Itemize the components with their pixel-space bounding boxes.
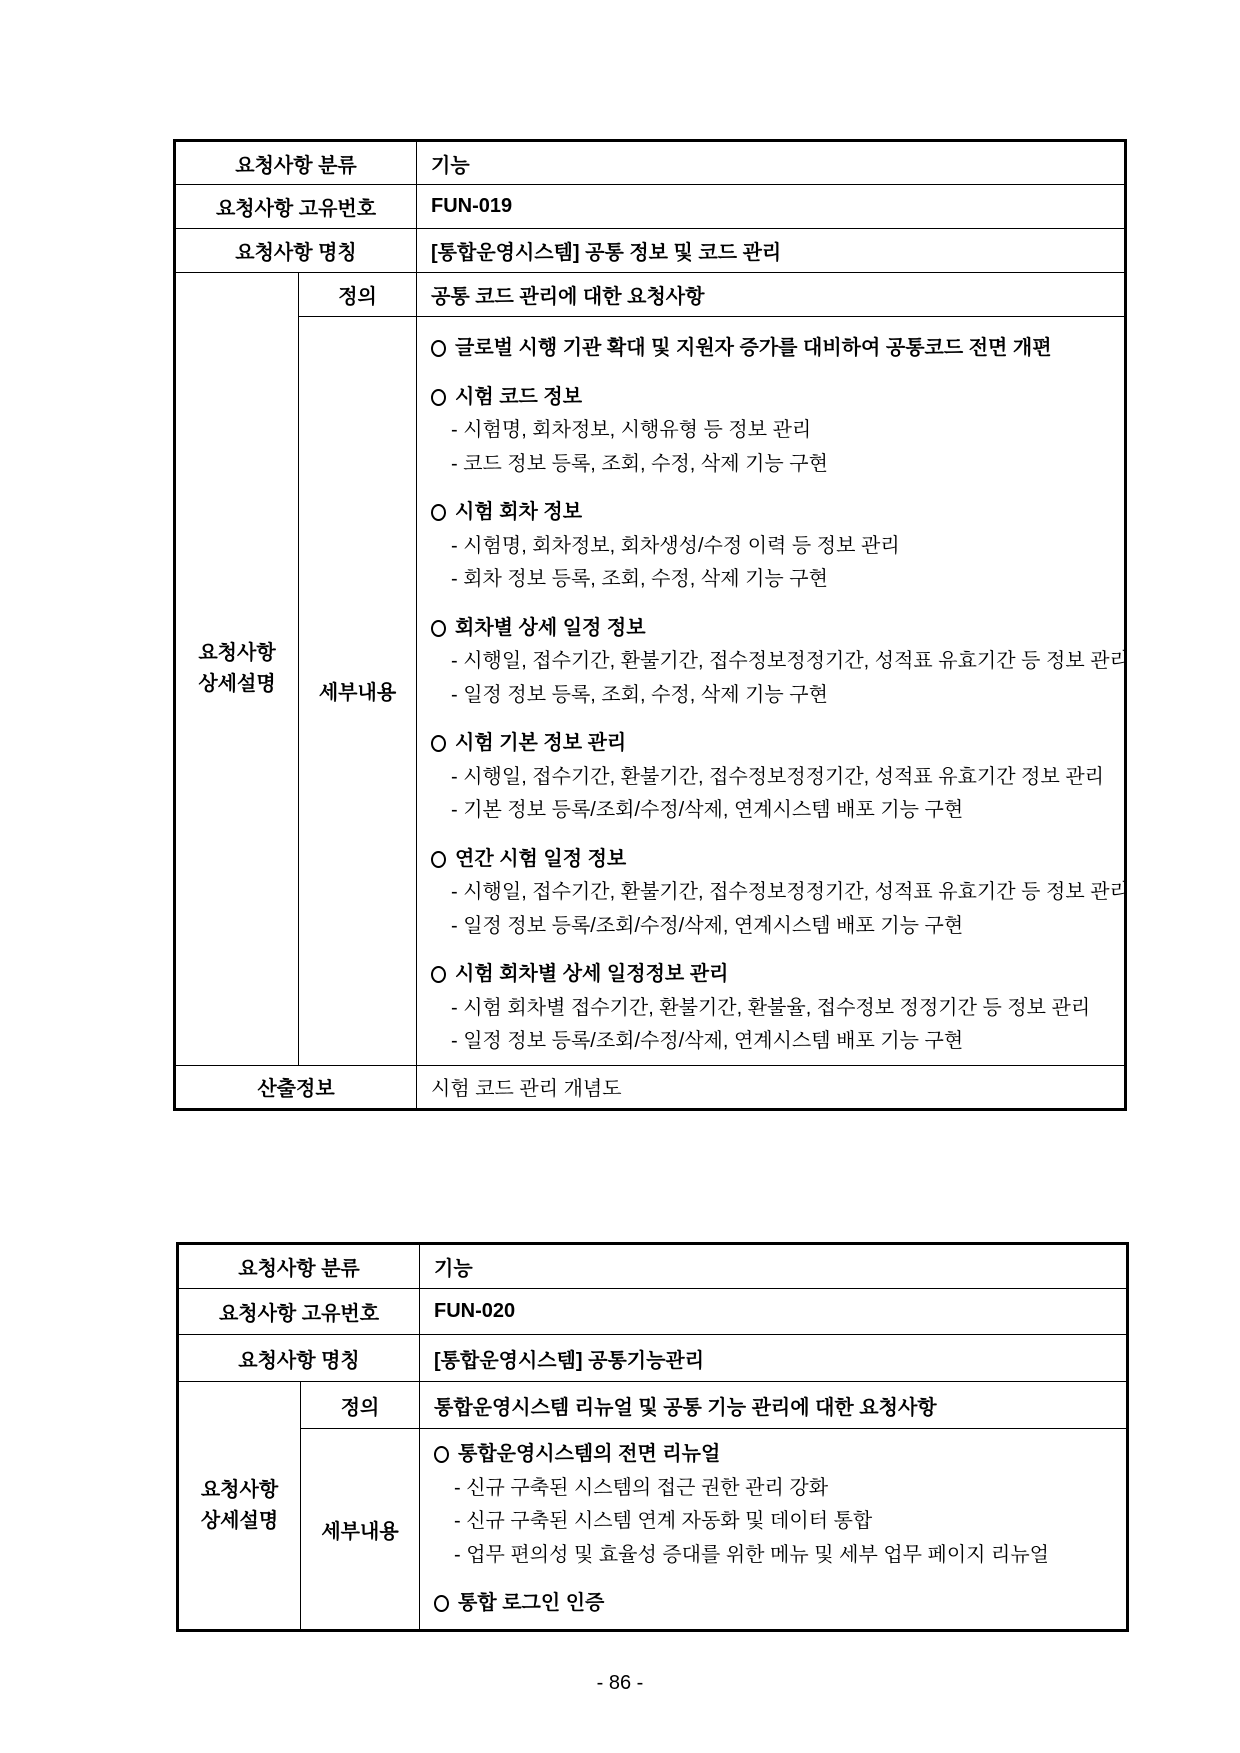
section-heading (431, 381, 1114, 415)
circle-bullet-icon (434, 1446, 449, 1463)
section-heading (431, 843, 1114, 877)
section-heading (431, 332, 1114, 366)
section-heading (434, 1438, 1116, 1472)
category-value: 기능 (417, 141, 1126, 185)
section-title: 연간 시험 일정 정보 (455, 847, 627, 870)
content-row (175, 317, 1126, 1066)
detail-label-line-1: 요청사항 (198, 641, 276, 664)
section-heading (431, 496, 1114, 530)
section-heading (434, 1587, 1116, 1621)
circle-bullet-icon (431, 340, 446, 357)
detail-label-line-1: 요청사항 (200, 1478, 279, 1501)
section-title: 시험 회차 정보 (455, 501, 583, 523)
page-number: - 86 - (596, 1672, 644, 1694)
requirement-table-fun-019 (173, 139, 1127, 1111)
section-item: - 시험명, 회차정보, 시행유형 등 정보 관리 (451, 419, 812, 441)
name-label: 요청사항 명칭 (178, 1335, 420, 1382)
section-item: - 일정 정보 등록, 조회, 수정, 삭제 기능 구현 (451, 683, 828, 706)
definition-value: 통합운영시스템 리뉴얼 및 공통 기능 관리에 대한 요청사항 (420, 1382, 1128, 1429)
section-title: 시험 기본 정보 관리 (455, 732, 627, 754)
output-row (175, 1065, 1126, 1109)
content-label: 세부내용 (301, 1429, 420, 1631)
detail-label-line-2: 상세설명 (200, 1509, 279, 1532)
name-value: [통합운영시스템] 공통 정보 및 코드 관리 (417, 229, 1126, 273)
section-item: - 회차 정보 등록, 조회, 수정, 삭제 기능 구현 (451, 568, 828, 590)
name-row (178, 1335, 1128, 1382)
output-label: 산출정보 (175, 1065, 417, 1109)
detail-label-line-2: 상세설명 (198, 672, 276, 695)
detail-label (178, 1382, 301, 1631)
section-item: - 신규 구축된 시스템의 접근 권한 관리 강화 (454, 1476, 829, 1499)
circle-bullet-icon (431, 851, 446, 868)
section-title: 통합 로그인 인증 (458, 1592, 605, 1614)
definition-value: 공통 코드 관리에 대한 요청사항 (417, 273, 1126, 317)
section-title: 통합운영시스템의 전면 리뉴얼 (458, 1443, 721, 1465)
id-value: FUN-019 (417, 185, 1126, 229)
name-label: 요청사항 명칭 (175, 229, 417, 273)
category-label: 요청사항 분류 (175, 141, 417, 185)
definition-label: 정의 (299, 273, 417, 317)
content-label: 세부내용 (299, 317, 417, 1066)
circle-bullet-icon (431, 735, 446, 752)
name-value: [통합운영시스템] 공통기능관리 (420, 1335, 1128, 1382)
definition-row (178, 1382, 1128, 1429)
section-item: - 일정 정보 등록/조회/수정/삭제, 연계시스템 배포 기능 구현 (451, 1030, 964, 1052)
section-item: - 일정 정보 등록/조회/수정/삭제, 연계시스템 배포 기능 구현 (451, 914, 964, 937)
circle-bullet-icon (431, 389, 446, 406)
content-row (178, 1429, 1128, 1631)
category-row (178, 1244, 1128, 1289)
requirement-table-fun-020 (176, 1242, 1129, 1632)
content-sections (420, 1429, 1128, 1631)
section-heading (431, 727, 1114, 761)
id-label: 요청사항 고유번호 (178, 1289, 420, 1335)
section-title: 시험 코드 정보 (455, 385, 583, 408)
section-title: 시험 회차별 상세 일정정보 관리 (455, 963, 729, 985)
category-row (175, 141, 1126, 185)
id-label: 요청사항 고유번호 (175, 185, 417, 229)
section-item: - 업무 편의성 및 효율성 증대를 위한 메뉴 및 세부 업무 페이지 리뉴얼 (454, 1543, 1049, 1566)
circle-bullet-icon (431, 966, 446, 983)
content-sections (417, 317, 1129, 1066)
name-row (175, 229, 1126, 273)
section-title: 회차별 상세 일정 정보 (455, 616, 646, 639)
section-item: - 시험 회차별 접수기간, 환불기간, 환불율, 접수정보 정정기간 등 정보 관리 (451, 996, 1091, 1019)
definition-label: 정의 (301, 1382, 420, 1429)
detail-label (175, 273, 299, 1066)
category-value: 기능 (420, 1244, 1128, 1289)
section-item: - 기본 정보 등록/조회/수정/삭제, 연계시스템 배포 기능 구현 (451, 799, 964, 821)
circle-bullet-icon (434, 1595, 449, 1612)
section-heading (431, 612, 1114, 646)
section-item: - 신규 구축된 시스템 연계 자동화 및 데이터 통합 (454, 1510, 873, 1532)
section-item: - 시험명, 회차정보, 회차생성/수정 이력 등 정보 관리 (451, 534, 900, 557)
section-item: - 코드 정보 등록, 조회, 수정, 삭제 기능 구현 (451, 452, 828, 475)
category-label: 요청사항 분류 (178, 1244, 420, 1289)
id-row (175, 185, 1126, 229)
section-item: - 시행일, 접수기간, 환불기간, 접수정보정정기간, 성적표 유효기간 등 정보 관리 (451, 881, 1129, 903)
id-value: FUN-020 (420, 1289, 1128, 1335)
definition-row (175, 273, 1126, 317)
circle-bullet-icon (431, 620, 446, 637)
section-heading (431, 958, 1114, 992)
output-value: 시험 코드 관리 개념도 (417, 1065, 1126, 1109)
id-row (178, 1289, 1128, 1335)
section-item: - 시행일, 접수기간, 환불기간, 접수정보정정기간, 성적표 유효기간 등 정보 관리 (451, 650, 1129, 672)
section-item: - 시행일, 접수기간, 환불기간, 접수정보정정기간, 성적표 유효기간 정보 관리 (451, 765, 1104, 788)
section-title: 글로벌 시행 기관 확대 및 지원자 증가를 대비하여 공통코드 전면 개편 (455, 337, 1052, 359)
circle-bullet-icon (431, 504, 446, 521)
